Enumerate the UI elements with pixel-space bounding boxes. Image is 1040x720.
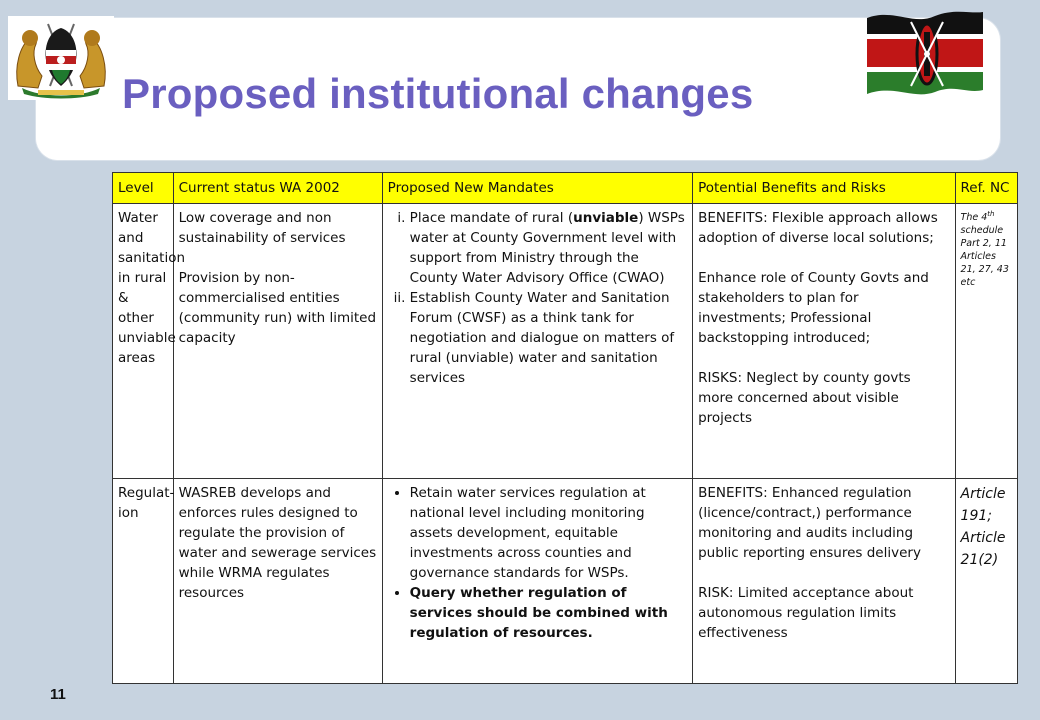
current-status-cell bbox=[173, 204, 382, 479]
column-header-current-status: Current status WA 2002 bbox=[173, 173, 382, 204]
mandates-list bbox=[388, 208, 687, 388]
table-row bbox=[113, 204, 1018, 479]
current-status-text: Low coverage and non sustainability of services bbox=[178, 210, 346, 246]
current-status-cell bbox=[173, 479, 382, 684]
list-item: ii. Establish County Water and Sanitation Forum (CWSF) as a think tank for negotiation and dialogue on matters of rural (unviable) water and sanitation services bbox=[410, 288, 687, 388]
proposed-mandates-cell bbox=[382, 479, 692, 684]
page-title: Proposed institutional changes bbox=[122, 70, 754, 117]
benefits-risks-cell bbox=[693, 204, 955, 479]
current-status-text: Provision by non-commercialised entities (community run) with limited capacity bbox=[178, 270, 377, 346]
mandates-list bbox=[388, 483, 687, 643]
column-header-benefits-risks: Potential Benefits and Risks bbox=[693, 173, 955, 204]
risks-text: RISK: Limited acceptance about autonomous regulation limits effectiveness bbox=[698, 585, 914, 641]
benefits-text: BENEFITS: Flexible approach allows adoption of diverse local solutions; bbox=[698, 210, 938, 246]
level-cell: Water and sanitation in rural & other unviable areas bbox=[113, 204, 174, 479]
column-header-level: Level bbox=[113, 173, 174, 204]
ref-nc-cell bbox=[955, 204, 1017, 479]
current-status-text: WASREB develops and enforces rules designed to regulate the provision of water and sewerage services while WRMA regulates resources bbox=[178, 485, 377, 601]
kenya-flag-icon bbox=[863, 4, 987, 102]
institutional-changes-table bbox=[112, 172, 1018, 684]
benefits-risks-cell bbox=[693, 479, 955, 684]
column-header-proposed-mandates: Proposed New Mandates bbox=[382, 173, 692, 204]
proposed-mandates-cell bbox=[382, 204, 692, 479]
page-number: 11 bbox=[50, 686, 66, 703]
level-cell: Regulat-ion bbox=[113, 479, 174, 684]
list-item: • Query whether regulation of services should be combined with regulation of resources. bbox=[410, 583, 687, 643]
benefits-text: BENEFITS: Enhanced regulation (licence/contract,) performance monitoring and audits including public reporting ensures delivery bbox=[698, 485, 921, 561]
column-header-ref-nc: Ref. NC bbox=[955, 173, 1017, 204]
ref-nc-cell bbox=[955, 479, 1017, 684]
coat-of-arms-icon bbox=[8, 16, 114, 100]
risks-text: RISKS: Neglect by county govts more concerned about visible projects bbox=[698, 370, 911, 426]
benefits-text: Enhance role of County Govts and stakeholders to plan for investments; Professional backstopping introduced; bbox=[698, 270, 929, 346]
list-item: • Retain water services regulation at national level including monitoring assets development, equitable investments across counties and governance standards for WSPs. bbox=[410, 483, 687, 583]
table-row bbox=[113, 479, 1018, 684]
ref-text: The 4th schedule Part 2, 11 Articles 21, 27, 43 etc bbox=[960, 210, 1009, 289]
list-item: i. Place mandate of rural (unviable) WSPs water at County Government level with support from Ministry through the County Water Advisory Office (CWAO) bbox=[410, 208, 687, 288]
ref-text: Article 191; Article 21(2) bbox=[960, 486, 1006, 568]
table-header-row bbox=[113, 173, 1018, 204]
